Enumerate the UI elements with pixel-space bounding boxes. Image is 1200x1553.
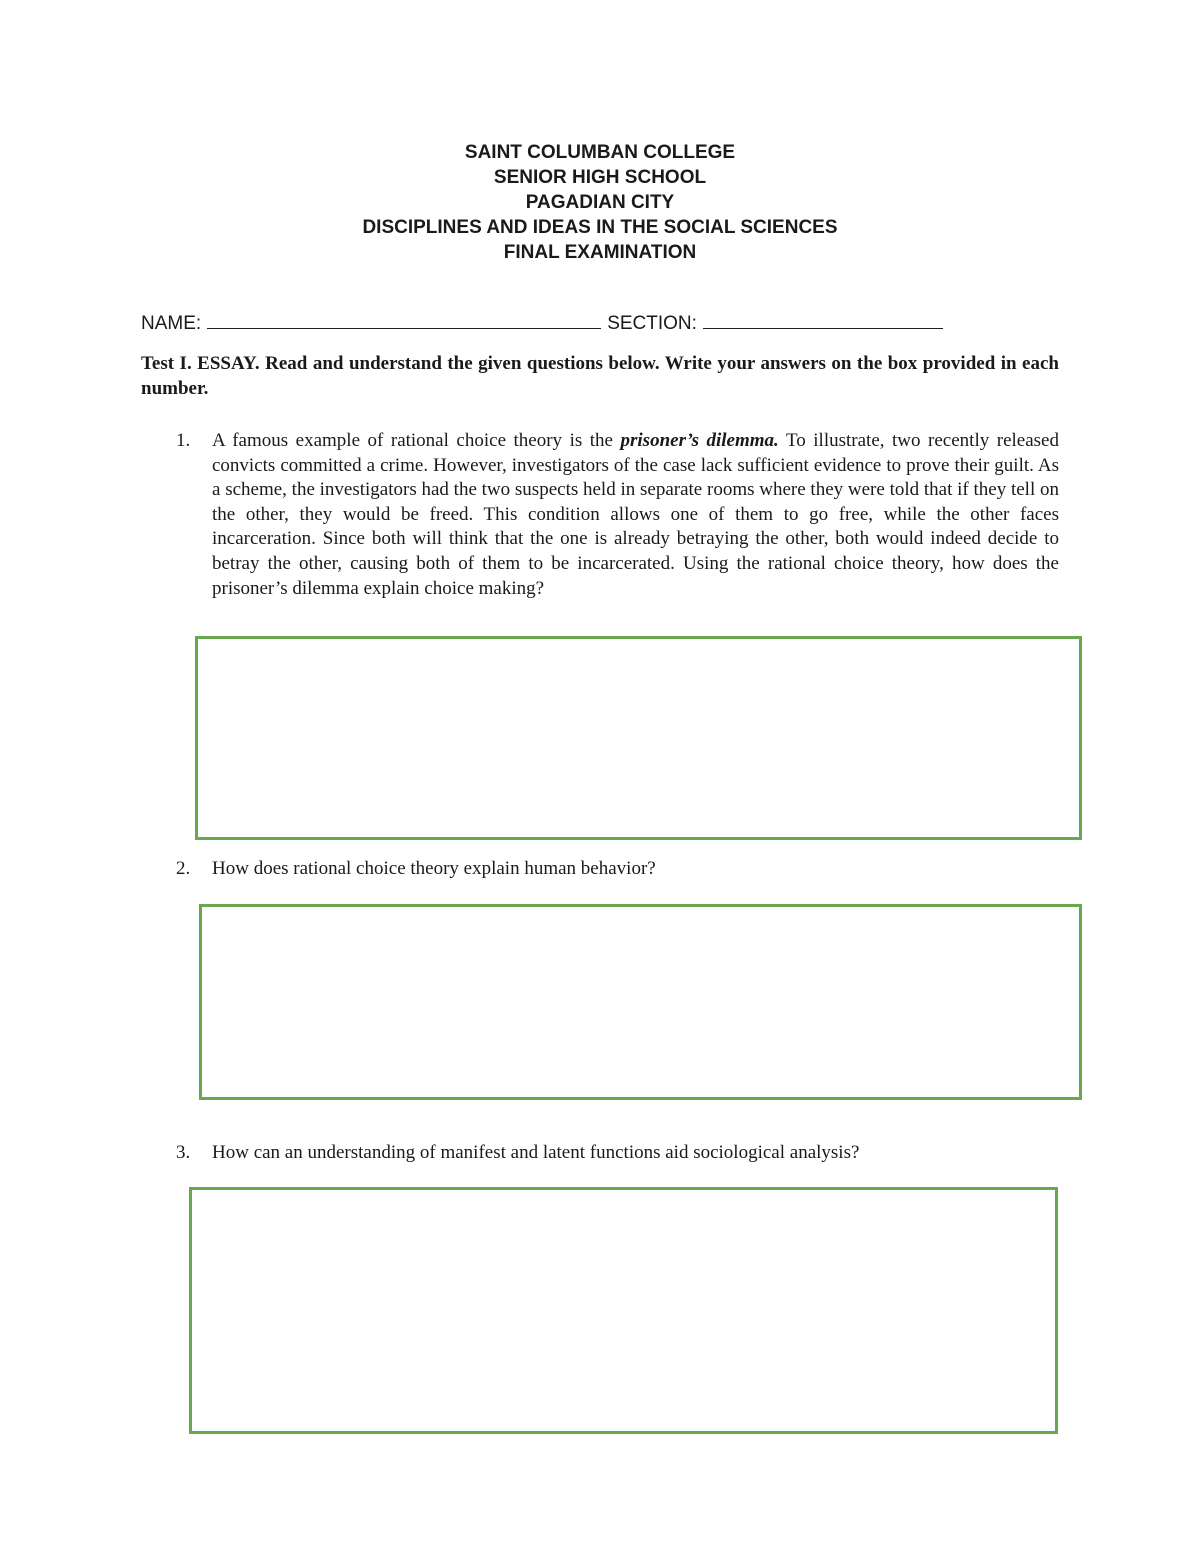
exam-header — [0, 140, 1200, 265]
name-label: NAME: — [141, 313, 202, 334]
question-text: A famous example of rational choice theory is the prisoner’s dilemma. To illustrate, two recently released convicts committed a crime. However, investigators of the case lack sufficient evidence to prove their guilt. As a scheme, the investigators had the two suspects held in separate rooms where they were told that if they tell on the other, they would be freed. This condition allows one of them to go free, while the other faces incarceration. Since both will think that the one is already betraying the other, both would indeed decide to betray the other, causing both of them to be incarcerated. Using the rational choice theory, how does the prisoner’s dilemma explain choice making? — [212, 430, 1059, 599]
department-name: SENIOR HIGH SCHOOL — [493, 167, 707, 188]
test-instructions: Test I. ESSAY. Read and understand the given questions below. Write your answers on the box provided in each number. — [141, 353, 1059, 399]
school-name: SAINT COLUMBAN COLLEGE — [464, 142, 736, 163]
answer-box-2[interactable] — [199, 904, 1082, 1100]
section-field[interactable] — [703, 308, 943, 329]
name-field[interactable] — [207, 308, 601, 329]
city-name: PAGADIAN CITY — [525, 192, 675, 213]
answer-box-3[interactable] — [189, 1187, 1058, 1434]
subject-title: DISCIPLINES AND IDEAS IN THE SOCIAL SCIENCES — [362, 217, 838, 238]
question-3 — [176, 1141, 1059, 1166]
answer-box-1[interactable] — [195, 636, 1082, 840]
question-number: 2. — [176, 858, 191, 879]
question-2 — [176, 857, 1059, 882]
student-info-row — [141, 308, 943, 335]
question-number: 3. — [176, 1142, 191, 1163]
question-number: 1. — [176, 430, 191, 451]
emphasized-term: prisoner’s dilemma. — [620, 430, 779, 451]
question-text: How does rational choice theory explain human behavior? — [212, 858, 656, 879]
question-1 — [176, 429, 1059, 601]
section-label: SECTION: — [607, 313, 697, 334]
question-text: How can an understanding of manifest and latent functions aid sociological analysis? — [212, 1142, 860, 1163]
exam-title: FINAL EXAMINATION — [503, 242, 697, 263]
